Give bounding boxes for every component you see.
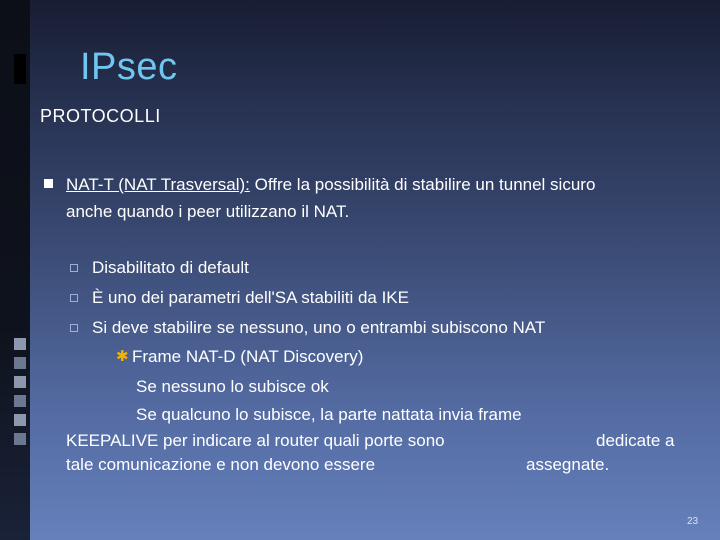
nat-d-text: Frame NAT-D (NAT Discovery) — [132, 347, 364, 366]
slide-title: IPsec — [80, 46, 178, 88]
title-accent-block — [14, 54, 26, 84]
asterisk-bullet-icon: ✱ — [116, 348, 129, 365]
nat-t-description-line1: Offre la possibilità di stabilire un tunnel sicuro — [249, 175, 596, 194]
hollow-square-bullet-icon — [70, 324, 78, 332]
sub-bullet-text: Si deve stabilire se nessuno, uno o entrambi subiscono NAT — [92, 318, 546, 337]
nat-t-term: NAT-T (NAT Trasversal): — [66, 175, 250, 194]
sub-bullet-text: Disabilitato di default — [92, 258, 249, 277]
sub-bullet-text: È uno dei parametri dell'SA stabiliti da IKE — [92, 288, 409, 307]
slide-subtitle: PROTOCOLLI — [40, 106, 161, 126]
nat-t-description-line2: anche quando i peer utilizzano il NAT. — [66, 202, 350, 221]
page-number: 23 — [687, 516, 699, 527]
bullet-nat-t-text — [66, 171, 595, 225]
square-bullet-icon — [44, 179, 53, 188]
hollow-square-bullet-icon — [70, 294, 78, 302]
note-line: tale comunicazione e non devono essere — [66, 455, 376, 474]
decorative-square — [14, 357, 26, 369]
decorative-square — [14, 414, 26, 426]
hollow-square-bullet-icon — [70, 264, 78, 272]
decorative-square — [14, 433, 26, 445]
note-line: Se nessuno lo subisce ok — [136, 377, 329, 396]
note-line: assegnate. — [526, 455, 610, 474]
note-line: Se qualcuno lo subisce, la parte nattata invia frame — [136, 405, 522, 424]
decorative-square — [14, 338, 26, 350]
decorative-square — [14, 376, 26, 388]
decorative-square — [14, 395, 26, 407]
note-line: dedicate a — [596, 431, 675, 450]
note-line: KEEPALIVE per indicare al router quali porte sono — [66, 431, 445, 450]
